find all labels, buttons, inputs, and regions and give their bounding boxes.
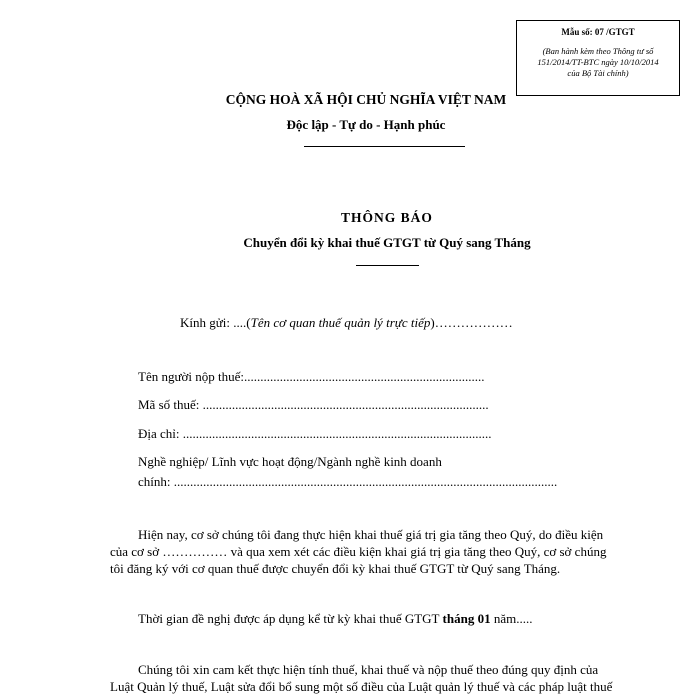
effective-month: tháng 01 [442,611,491,626]
form-note-line-3: của Bộ Tài chính) [567,68,629,78]
form-note-line-1: (Ban hành kèm theo Thông tư số [542,46,654,56]
address-field[interactable]: Địa chỉ: ............................................................................................... [138,426,492,441]
occupation-label: Nghề nghiệp/ Lĩnh vực hoạt động/Ngành nghề kinh doanh [138,454,442,469]
form-code-box [516,20,680,96]
header-underline [304,146,465,147]
form-code: Mẫu số: 07 /GTGT [561,27,635,37]
paragraph-1 [110,526,607,577]
motto: Độc lập - Tự do - Hạnh phúc [286,117,446,132]
taxpayer-name-field[interactable]: Tên người nộp thuế:.......................................................................... [138,369,485,384]
form-note-line-2: 151/2014/TT-BTC ngày 10/10/2014 [537,57,659,67]
paragraph-1-line-3: tôi đăng ký với cơ quan thuế được chuyển đổi kỳ khai thuế GTGT từ Quý sang Tháng. [110,561,561,576]
paragraph-2: Thời gian đề nghị được áp dụng kể từ kỳ khai thuế GTGT tháng 01 năm..... [138,611,533,626]
paragraph-3-line-1: Chúng tôi xin cam kết thực hiện tính thuế, khai thuế và nộp thuế theo đúng quy định của [138,662,599,677]
document-subtitle: Chuyển đổi kỳ khai thuế GTGT từ Quý sang Tháng [243,235,531,250]
paragraph-3-line-2: Luật Quản lý thuế, Luật sửa đổi bổ sung một số điều của Luật quản lý thuế và các pháp luật thuế [110,679,613,694]
paragraph-3 [110,661,613,695]
country-name: CỘNG HOÀ XÃ HỘI CHỦ NGHĨA VIỆT NAM [225,92,507,107]
document-title: THÔNG BÁO [341,210,433,225]
paragraph-1-line-2: của cơ sở …………… và qua xem xét các điều kiện khai giá trị gia tăng theo Quý, cơ sở chúng [110,544,607,559]
tax-code-field[interactable]: Mã số thuế: ........................................................................................ [138,397,489,412]
recipient-placeholder[interactable]: Tên cơ quan thuế quản lý trực tiếp [250,315,431,330]
title-underline [356,265,419,266]
paragraph-1-line-1: Hiện nay, cơ sở chúng tôi đang thực hiện khai thuế giá trị gia tăng theo Quý, do điều kiện [138,527,604,542]
form-issuance-note [517,46,679,79]
recipient-line: Kính gửi: ....(Tên cơ quan thuế quản lý trực tiếp)……………… [180,315,513,330]
occupation-field[interactable]: chính: ...................................................................................................................... [138,474,558,489]
